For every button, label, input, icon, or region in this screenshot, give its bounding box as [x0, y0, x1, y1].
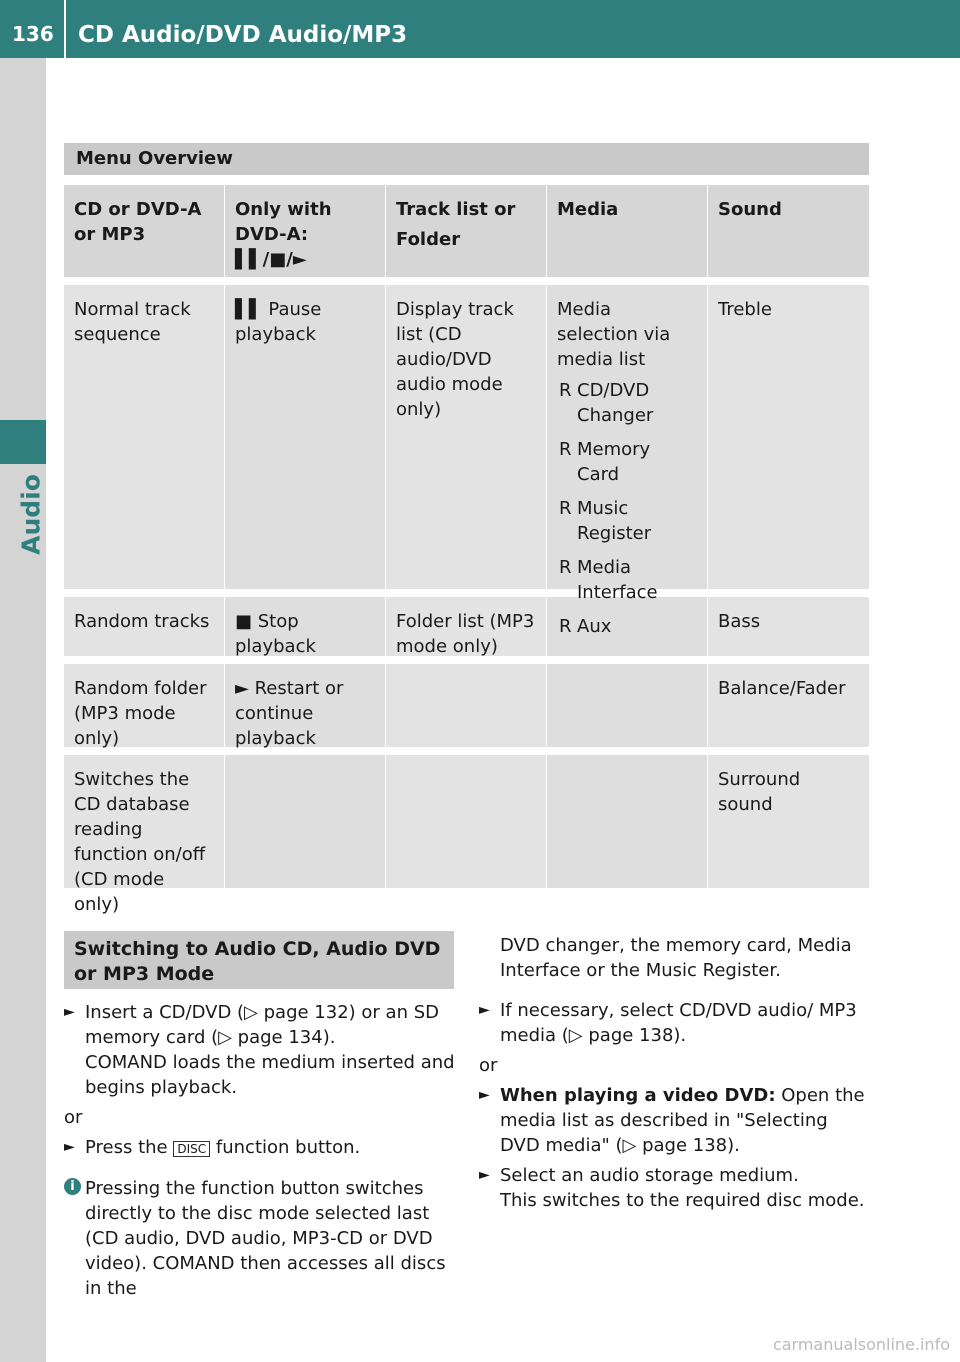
header-line: Folder [396, 229, 461, 250]
step-arrow-icon: ► [479, 1087, 490, 1103]
step-press-disc [64, 1135, 456, 1162]
table-cell: Random folder (MP3 mode only) [64, 664, 224, 747]
table-cell: Bass [707, 597, 869, 656]
table-cell: Balance/Fader [707, 664, 869, 747]
table-header-row [64, 185, 869, 277]
side-tab-label: Audio [16, 474, 46, 555]
header-line: Only with DVD-A: [235, 199, 332, 245]
step-arrow-icon: ► [64, 1139, 75, 1155]
table-cell [385, 755, 546, 888]
info-note [64, 1176, 456, 1301]
header-cell: CD or DVD-A or MP3 [64, 185, 224, 277]
menu-overview-table [64, 143, 869, 915]
list-item: R Media Interface [557, 555, 697, 605]
list-item: R Aux [557, 614, 697, 639]
table-cell: ► Restart or continue playback [224, 664, 385, 747]
header-cell: Media [546, 185, 707, 277]
step-text: Select an audio storage medium. [500, 1165, 799, 1186]
list-item: R Music Register [557, 496, 697, 546]
info-icon: i [64, 1178, 81, 1195]
step-arrow-icon: ► [479, 1002, 490, 1018]
table-cell: Treble [707, 285, 869, 589]
step-select-storage [479, 1163, 871, 1213]
table-cell: Folder list (MP3 mode only) [385, 597, 546, 656]
table-title: Menu Overview [64, 143, 869, 175]
step-text: function button. [215, 1137, 361, 1158]
table-row [64, 755, 869, 915]
step-text: If necessary, select CD/DVD audio/ MP3 media (▷ page 138). [500, 1000, 857, 1046]
disc-key-icon: DISC [173, 1141, 210, 1157]
or-text: or [64, 1107, 83, 1128]
info-continued: DVD changer, the memory card, Media Interface or the Music Register. [500, 935, 852, 981]
step-select-media [479, 998, 871, 1048]
or-text: or [479, 1055, 498, 1076]
header-divider [64, 0, 66, 58]
table-cell: Normal track sequence [64, 285, 224, 589]
section-heading: Switching to Audio CD, Audio DVD or MP3 Mode [64, 931, 454, 989]
left-column [64, 1000, 456, 1301]
watermark: carmanualsonline.info [772, 1335, 950, 1354]
table-cell: Switches the CD database reading function on/off (CD mode only) [64, 755, 224, 888]
header-cell [224, 185, 385, 277]
table-cell [546, 755, 707, 888]
list-item: R CD/DVD Changer [557, 378, 697, 428]
table-cell [546, 664, 707, 747]
info-text: Pressing the function button switches directly to the disc mode selected last (CD audio, DVD audio, MP3-CD or DVD video). COMAND then accesses all discs in the [85, 1178, 446, 1299]
header-line: ▌▌/■/► [235, 249, 307, 270]
header-line: Track list or [396, 199, 516, 220]
table-cell: ▌▌ Pause playback [224, 285, 385, 589]
list-item: R Memory Card [557, 437, 697, 487]
step-video-dvd [479, 1083, 871, 1158]
media-list [557, 378, 697, 639]
step-arrow-icon: ► [479, 1167, 490, 1183]
step-bold-text: When playing a video DVD: [500, 1085, 776, 1106]
page-header [0, 0, 960, 58]
step-text: Open the media list as described in "Selecting DVD media" (▷ page 138). [500, 1085, 865, 1156]
table-cell [385, 664, 546, 747]
table-cell: ■ Stop playback [224, 597, 385, 656]
header-cell: Sound [707, 185, 869, 277]
step-result: This switches to the required disc mode. [500, 1190, 865, 1211]
table-cell: Surround sound [707, 755, 869, 888]
table-cell: Random tracks [64, 597, 224, 656]
chapter-title: CD Audio/DVD Audio/MP3 [78, 22, 408, 48]
header-cell [385, 185, 546, 277]
step-text: Press the [85, 1137, 168, 1158]
table-row [64, 597, 869, 656]
table-cell: Display track list (CD audio/DVD audio mode only) [385, 285, 546, 589]
right-column [479, 933, 871, 1213]
table-row [64, 664, 869, 747]
step-insert [64, 1000, 456, 1100]
table-cell [224, 755, 385, 888]
page-number: 136 [12, 22, 54, 46]
step-text: Insert a CD/DVD (▷ page 132) or an SD memory card (▷ page 134). [85, 1002, 439, 1048]
media-intro: Media selection via media list [557, 299, 671, 370]
step-result: COMAND loads the medium inserted and begins playback. [85, 1052, 455, 1098]
side-tab-marker [0, 420, 46, 464]
table-cell [546, 285, 707, 637]
step-arrow-icon: ► [64, 1004, 75, 1020]
side-strip [0, 0, 46, 1362]
